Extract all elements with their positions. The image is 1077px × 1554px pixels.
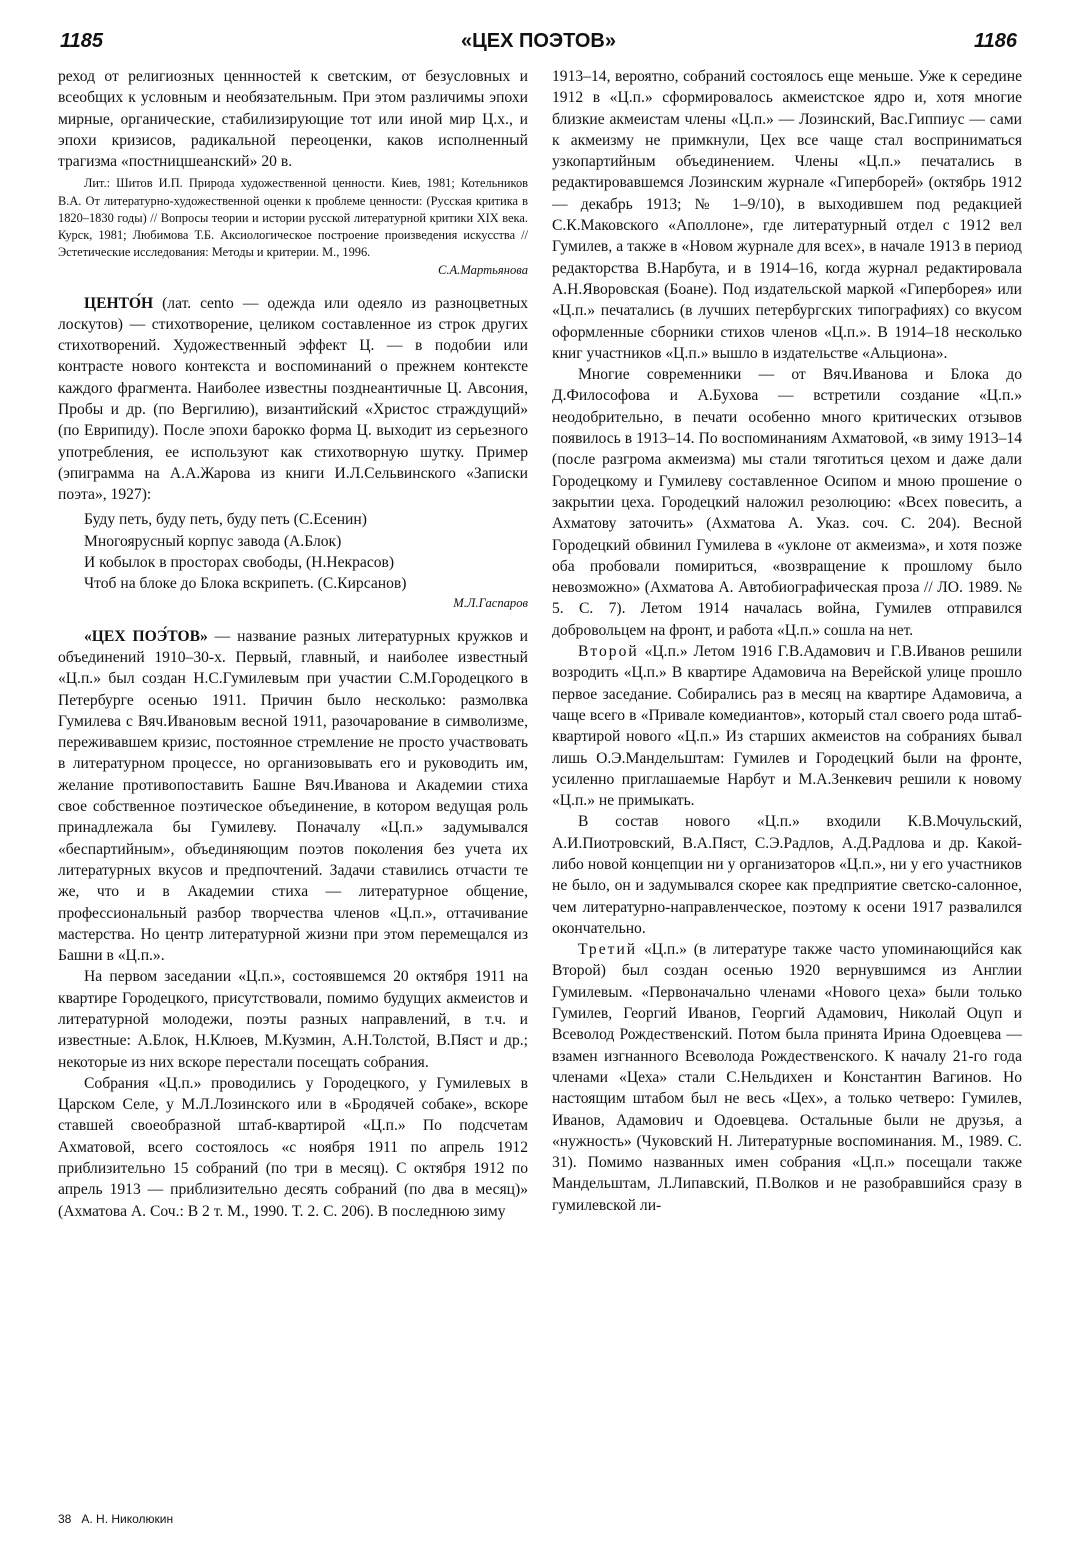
paragraph-text: «Ц.п.» (в литературе также часто упоминающийся как Второй) был создан осенью 1920 вернувшимся из Англии Гумилевым. «Первоначально членами «Нового цеха» были только Гумилев, Георгий Иванов, Георгий Адамович, Николай Оцуп и Всеволод Рождественский. Потом была принята Ирина Одоевцева — взамен изгнанного Всеволода Рождественского. К началу 21-го года членами «Цеха» стали С.Нельдихен и Константин Вагинов. Но настоящим штабом был не весь «Цех», а только четверо: Гумилев, Иванов, Адамович и Одоевцева. Остальные были не друзья, а «нужность» (Чуковский Н. Литературные воспоминания. М., 1989. С. 31). Помимо названных имен собрания «Ц.п.» посещали также Мандельштам, Л.Липавский, П.Волков и не разобравшийся сразу в гумилевской ли- [552, 941, 1022, 1214]
paragraph-text: «Ц.п.» Летом 1916 Г.В.Адамович и Г.В.Иванов решили возродить «Ц.п.» В квартире Адамовича на Верейской улице прошло первое заседание. Собирались раз в месяц на квартире Адамовича, а чаще всего в «Привале комедиантов», который стал своего рода штаб-квартирой нового «Ц.п.» Из старших акмеистов на собраниях бывал лишь О.Э.Мандельштам: Гумилев и Городецкий были на фронте, усиленно приглашаемые Нарбут и М.А.Зенкевич решили к новому «Ц.п.» не примыкать. [552, 643, 1022, 810]
entry-headword: «ЦЕХ ПОЭ́ТОВ» [84, 627, 208, 645]
literature-reference: Лит.: Шитов И.П. Природа художественной ценности. Киев, 1981; Котельников В.А. От литературно-художественной оценки к проблеме ценности: (Русская критика в 1820–1830 годы) // Вопросы теории и истории русской литературной критики XIX века. Курск, 1981; Любимова Т.Б. Аксиологическое построение произведения искусства // Эстетические исследования: Методы и критерии. М., 1996. [58, 176, 528, 260]
entry-cento [58, 293, 528, 506]
author-signature: С.А.Мартьянова [437, 262, 528, 277]
paragraph [552, 939, 1022, 1216]
section-lead: Второй [578, 643, 639, 661]
paragraph: В состав нового «Ц.п.» входили К.В.Мочульский, А.И.Пиотровский, В.А.Пяст, С.Э.Радлов, А.Д.Радлова и др. Какой-либо новой концепции ни у организаторов «Ц.п.», ни у его участников не было, он и задумывался скорее как предприятие светско-салонное, чем литературно-направленческое, поэтому к осени 1917 развалился окончательно. [552, 813, 1022, 937]
section-lead: Третий [578, 941, 638, 959]
entry-tsekh-poetov [58, 626, 528, 967]
verse-line: И кобылок в просторах свободы, (Н.Некрасов) [84, 554, 395, 572]
verse-line: Многоярусный корпус завода (А.Блок) [84, 532, 342, 550]
footer-page-number: 38 [58, 1512, 72, 1526]
paragraph: Собрания «Ц.п.» проводились у Городецкого, у Гумилевых в Царском Селе, у М.Л.Лозинского или в «Бродячей собаке», вскоре ставшей своеобразной штаб-квартирой «Ц.п.» По подсчетам Ахматовой, всего состоялось «с ноября 1911 по апрель 1912 приблизительно 15 собраний (по три в месяц). С октября 1912 по апрель 1913 — приблизительно десять собраний (по два в месяц)» (Ахматова А. Соч.: В 2 т. М., 1990. Т. 2. С. 206). В последнюю зиму [58, 1074, 528, 1220]
footer-author: А. Н. Николюкин [81, 1512, 174, 1526]
left-column [58, 66, 528, 1222]
running-header [60, 30, 1017, 60]
page-number-left: 1185 [60, 30, 104, 52]
paragraph: На первом заседании «Ц.п.», состоявшемся 20 октября 1911 на квартире Городецкого, присутствовали, помимо будущих акмеистов и литературной молодежи, поэты разных направлений, в т.ч. и известные: А.Блок, Н.Клюев, М.Кузмин, А.Н.Толстой, В.Пяст и др.; некоторые из них вскоре перестали посещать собрания. [58, 968, 528, 1071]
entry-text: — название разных литературных кружков и объединений 1910–30-х. Первый, главный, и наиболее известный «Ц.п.» был создан Н.С.Гумилевым при участии С.М.Городецкого в Петербурге осенью 1911. Причин было несколько: размолвка Гумилева с Вяч.Ивановым весной 1911, разочарование в символизме, переживавшем кризис, постоянное стремление не просто участвовать в литературном процессе, но организовывать его и руководить им, желание противопоставить Башне Вяч.Иванова и Академии стиха свое собственное поэтическое объединение, в котором ведущая роль принадлежала бы Гумилеву. Поначалу «Ц.п.» задумывался «беспартийным», объединяющим поэтов поколения без учета их литературных вкусов и предпочтений. Задачи ставились отчасти те же, что и в Академии стиха — литературное общение, профессиональный разбор творчества членов «Ц.п.», оттачивание мастерства. Но центр литературной жизни при этом перемещался из Башни в «Ц.п.». [58, 627, 528, 965]
page-footer [58, 1512, 173, 1526]
paragraph: Многие современники — от Вяч.Иванова и Блока до Д.Философова и А.Бухова — встретили создание «Ц.п.» неодобрительно, в печати особенно много критических отзывов появилось в 1913–14. По воспоминаниям Ахматовой, «в зиму 1913–14 (после разгрома акмеизма) мы стали тяготиться цехом и даже дали Городецкому и Гумилеву составленное Осипом и мною прошение о закрытии цеха. Городецкий наложил резолюцию: «Всех повесить, а Ахматову заточить» (Ахматова А. Указ. соч. С. 204). Весной Городецкий обвинил Гумилева в «уклоне от акмеизма», и хотя позже оба пробовали помириться, «возвращение к прошлому было невозможно» (Ахматова А. Автобиографическая проза // ЛО. 1989. № 5. С. 7). Летом 1914 началась война, Гумилев отправился добровольцем на фронт, и работа «Ц.п.» сошла на нет. [552, 366, 1022, 639]
page-number-right: 1186 [973, 30, 1017, 52]
entry-headword: ЦЕНТО́Н [84, 294, 154, 312]
paragraph [552, 641, 1022, 811]
running-title: «ЦЕХ ПОЭТОВ» [461, 30, 616, 52]
right-column [552, 66, 1022, 1216]
verse-line: Буду петь, буду петь, буду петь (С.Есенин) [84, 511, 367, 529]
verse-line: Чтоб на блоке до Блока вскрипеть. (С.Кирсанов) [84, 575, 407, 593]
paragraph: 1913–14, вероятно, собраний состоялось еще меньше. Уже к середине 1912 в «Ц.п.» сформировалось акмеистское ядро и, хотя многие близкие акмеистам члены «Ц.п.» — Лозинский, Вас.Гиппиус — сами к акмеизму не примкнули, Цех все чаще стал восприниматься узкопартийным объединением. Члены «Ц.п.» печатались в редактировавшемся Лозинским журнале «Гиперборей» (октябрь 1912 — декабрь 1913; № 1–9/10), в выходившем под редакцией С.К.Маковского «Аполлоне», где литературный отдел с 1912 вел Гумилев, а также в «Новом журнале для всех», в начале 1913 в период редакторства В.Нарбута, и в 1914–16, когда журнал редактировала А.Н.Яворовская (Боане). Под издательской маркой «Гиперборея» или «Ц.п.» печатались (в лучших петербургских типографиях) со вкусом оформленные сборники стихов членов «Ц.п.». В 1914–18 несколько книг участников «Ц.п.» вышло в издательстве «Альциона». [552, 68, 1022, 362]
entry-text: (лат. cento — одежда или одеяло из разноцветных лоскутов) — стихотворение, целиком составленное из строк других стихотворений. Художественный эффект Ц. — в подобии или контрасте нового контекста и воспоминаний о прежнем контексте каждого фрагмента. Наиболее известны позднеантичные Ц. Авсония, Пробы и др. (по Вергилию), византийский «Христос страждущий» (по Еврипиду). После эпохи барокко форма Ц. выходит из серьезного употребления, ее используют как стихотворную шутку. Пример (эпиграмма на А.А.Жарова из книги И.Л.Сельвинского «Записки поэта», 1927): [58, 294, 528, 504]
paragraph: реход от религиозных ценнностей к светским, от безусловных и всеобщих к условным и необязательным. При этом различимы эпохи мирные, органические, стабилизирующие тот или иной мир Ц.х., и эпохи кризисов, радикальной переоценки, каков исполненный трагизма «постницшеанский» 20 в. [58, 68, 528, 171]
author-signature: М.Л.Гаспаров [453, 595, 528, 610]
